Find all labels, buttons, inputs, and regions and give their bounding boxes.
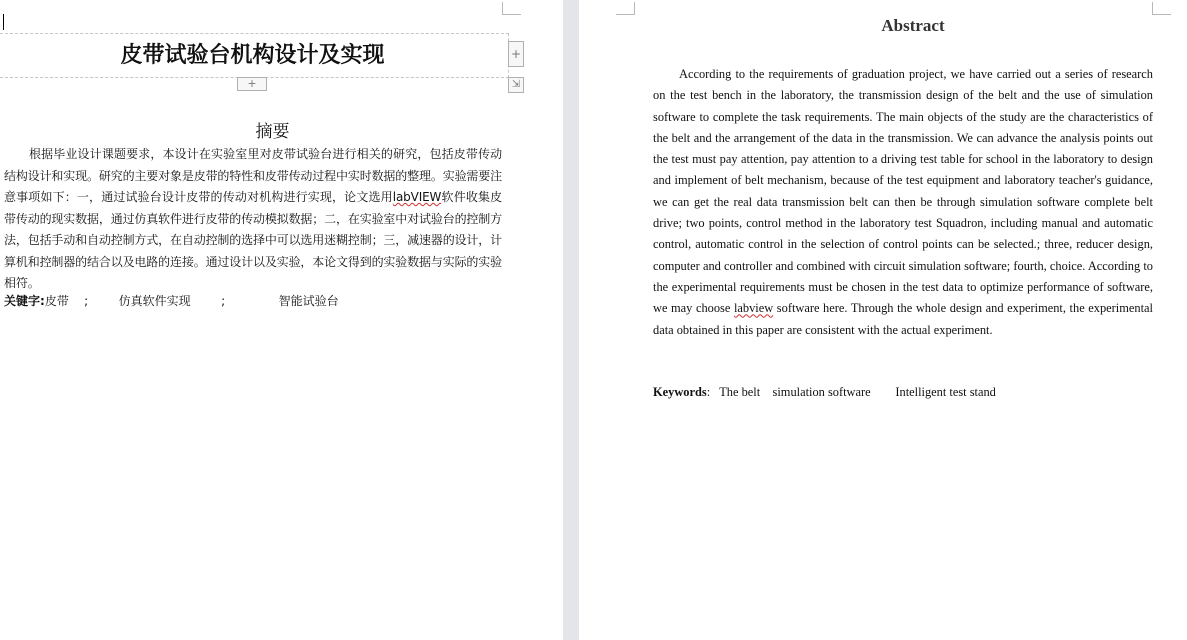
english-abstract-body[interactable] (653, 64, 1153, 341)
add-column-button[interactable]: + (508, 41, 524, 67)
spellcheck-flagged-word[interactable]: labview (733, 301, 774, 316)
add-row-button[interactable]: + (237, 77, 267, 91)
page-gutter (563, 0, 579, 640)
keywords-list: : The belt simulation software Intelligent test stand (706, 385, 996, 399)
english-abstract-heading: Abstract (881, 16, 945, 35)
abstract-text: 软件收集皮带传动的现实数据，通过仿真软件进行皮带的传动模拟数据；二，在实验室中对试验台的控制方法，包括手动和自动控制方式，在自动控制的选择中可以选用迷糊控制；三，减速器的设计，计算机和控制器的结合以及电路的连接。通过设计以及实验，本论文得到的实验数据与实际的实验相符。 (4, 190, 502, 290)
right-page[interactable] (579, 0, 1187, 640)
chinese-keywords (4, 292, 524, 309)
table-resize-handle[interactable]: ⇲ (508, 77, 524, 93)
keywords-label: Keywords (653, 385, 707, 399)
chinese-abstract-heading: 摘要 (255, 122, 290, 142)
page-corner-mark (1152, 2, 1171, 15)
chinese-abstract-body[interactable] (4, 144, 502, 295)
keywords-label: 关键字: (4, 294, 45, 308)
spellcheck-flagged-word[interactable]: labVIEW (392, 190, 442, 204)
abstract-text: According to the requirements of graduation project, we have carried out a series of research on the test bench in the laboratory, the transmission design of the belt and the use of simulation software to complete the task requirements. The main objects of the study are the characteristics of the belt and the arrangement of the data in the transmission. We can advance the analysis points out the test must pay attention, pay attention to a driving test table for school in the laboratory to design and implement of belt mechanism, because of the test equipment and laboratory teacher's guidance, we can get the real data transmission belt can then be through simulation software complete belt drive; two points, control method in the laboratory test Squadron, including manual and automatic control, automatic control in the selection of control points can be selected.; three, reducer design, computer and controller and combined with circuit simulation software; fourth, choice. According to the experimental requirements must be chosen in the test data to optimize performance of software, we may choose (653, 67, 1153, 316)
left-page[interactable] (0, 0, 563, 640)
english-keywords (653, 385, 1153, 400)
abstract-text: 根据毕业设计课题要求，本设计在实验室里对皮带试验台进行相关的研究，包括皮带传动结构设计和实现。研究的主要对象是皮带的特性和皮带传动过程中实时数据的整理。实验需要注意事项如下：一，通过试验台设计皮带的传动对机构进行实现，论文选用 (4, 147, 502, 204)
text-cursor (3, 14, 4, 30)
abstract-text: software here. Through the whole design and experiment, the experimental data obtained in this paper are consistent with the actual experiment. (653, 301, 1153, 337)
page-corner-mark (502, 2, 521, 15)
document-title: 皮带试验台机构设计及实现 (120, 43, 385, 68)
page-corner-mark (616, 2, 635, 15)
keywords-list: 皮带 ; 仿真软件实现 ; 智能试验台 (44, 294, 339, 308)
